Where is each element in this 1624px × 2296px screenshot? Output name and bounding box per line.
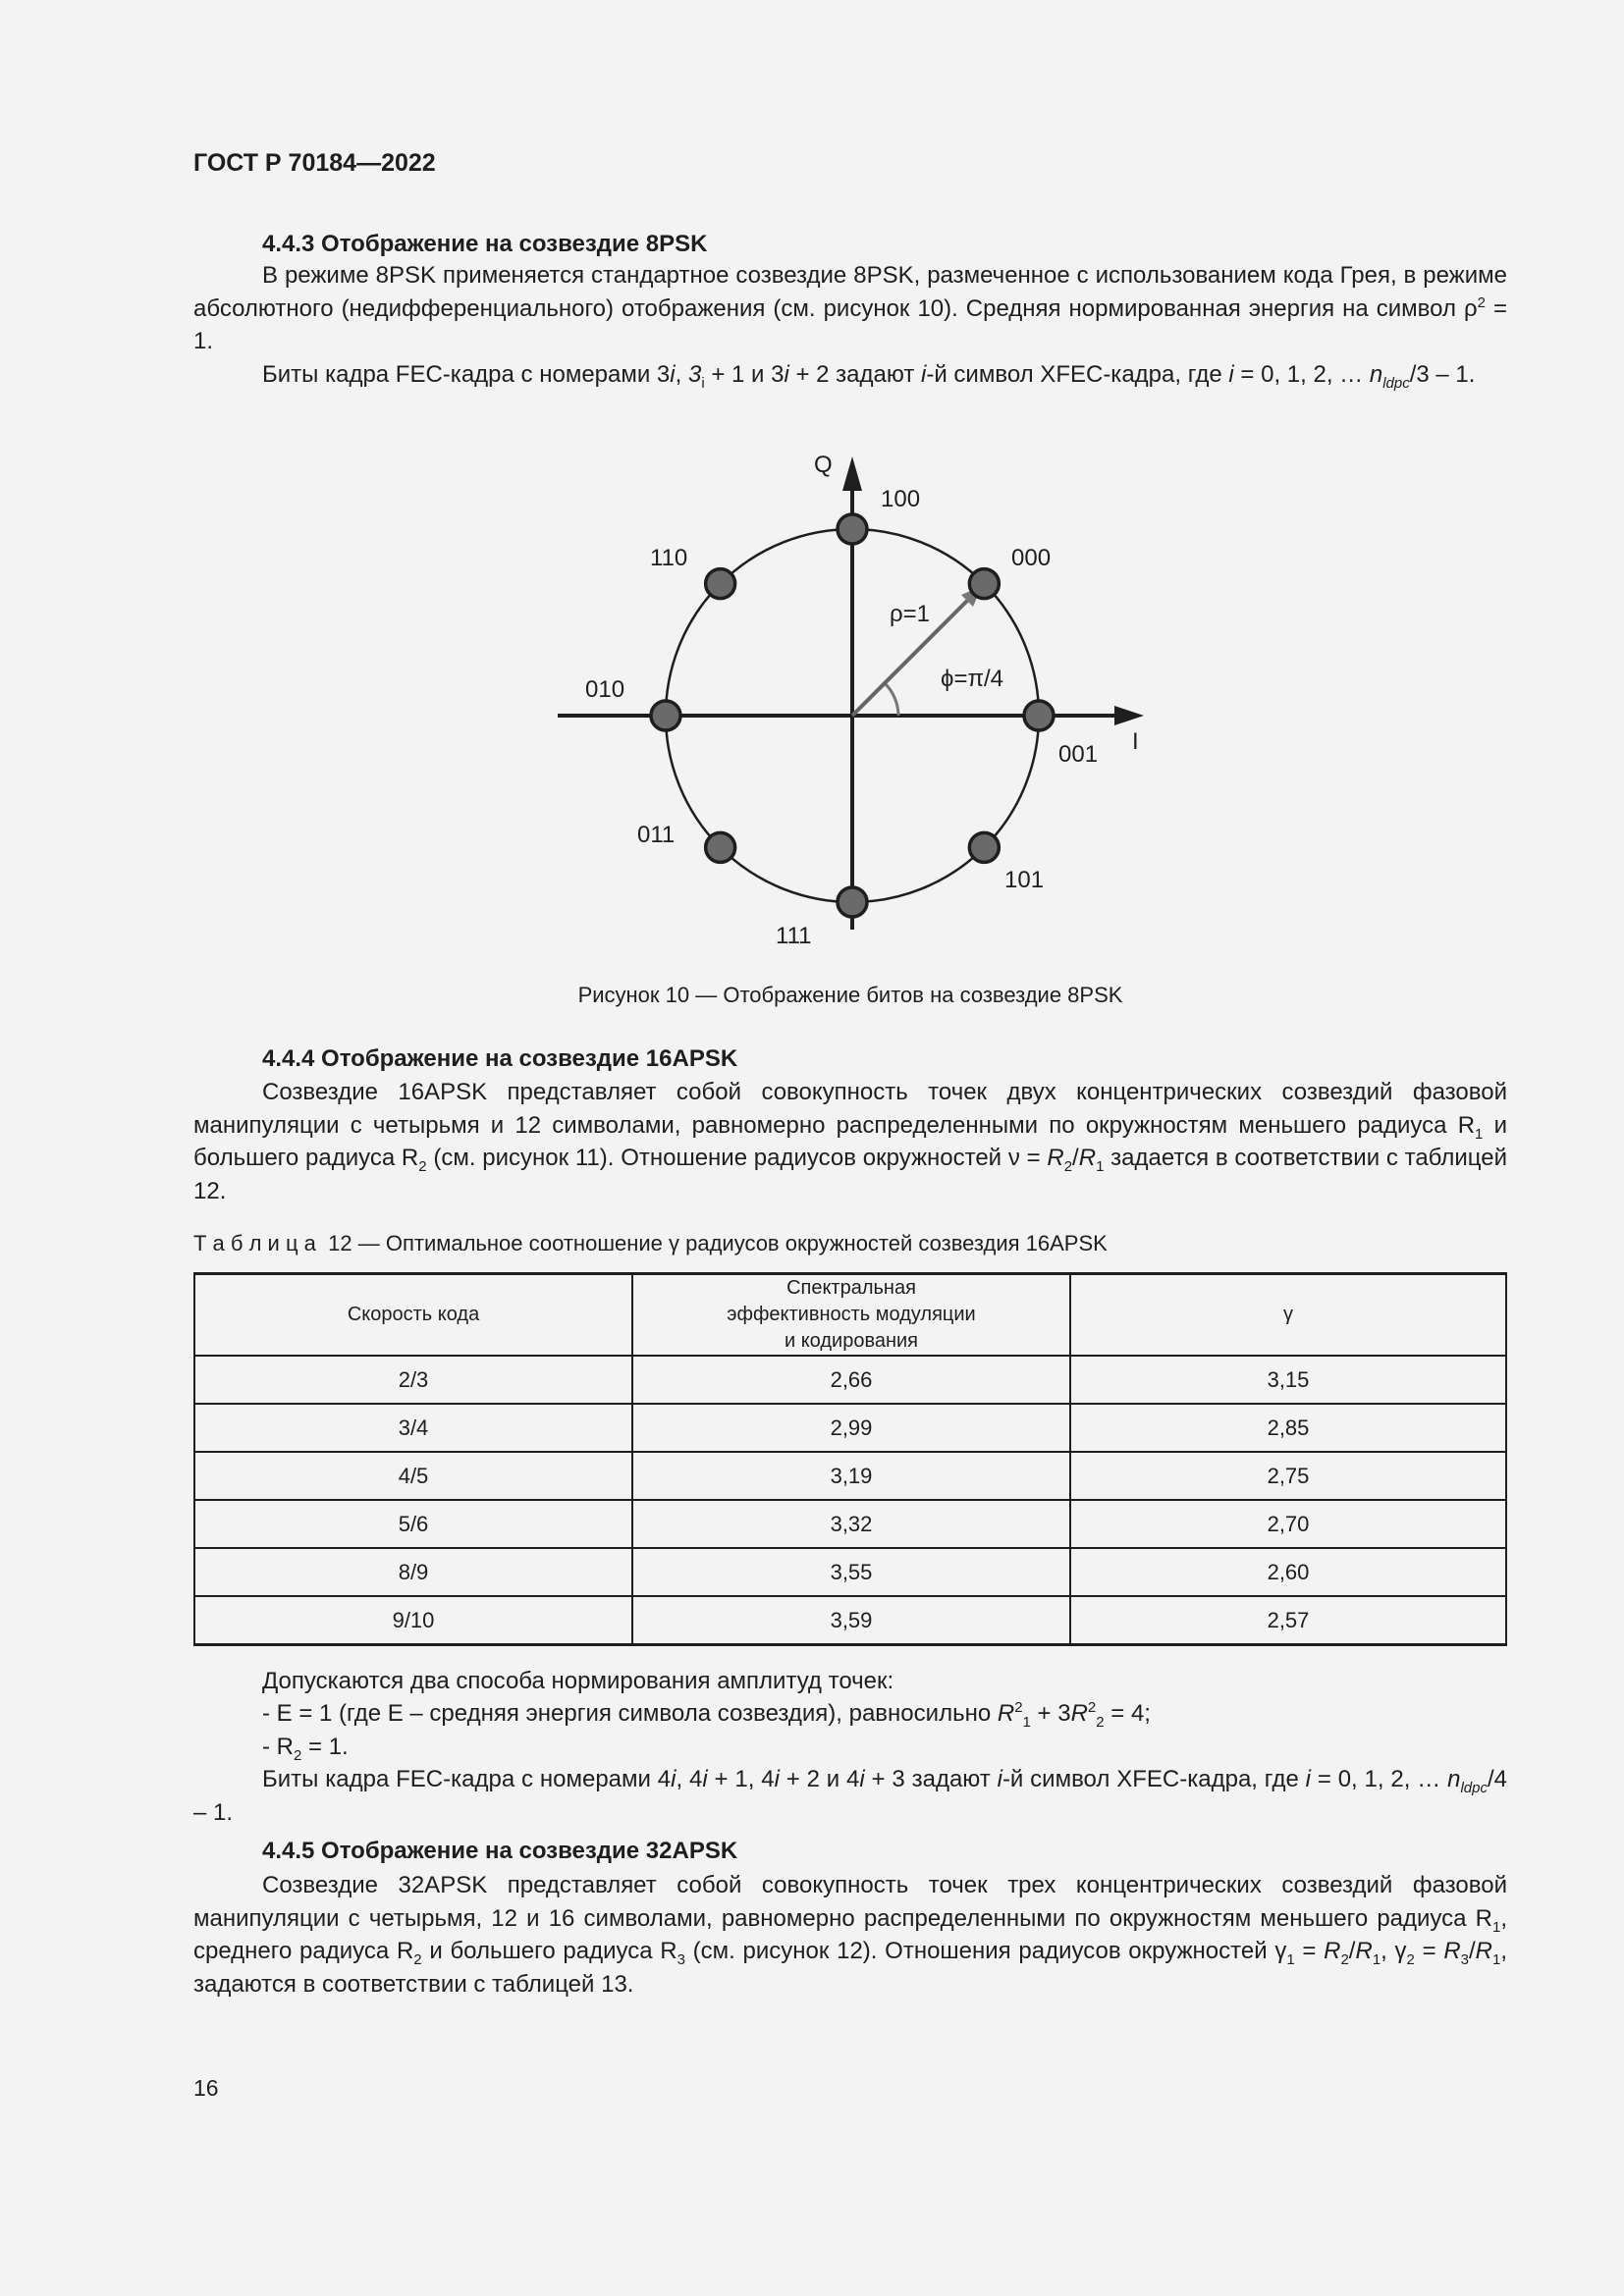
header-code-rate: Скорость кода bbox=[194, 1274, 632, 1357]
list-item-r2 bbox=[193, 1731, 1507, 1764]
text-run: i bbox=[702, 1766, 708, 1792]
table-row bbox=[194, 1404, 1506, 1452]
text-run: 1 bbox=[1096, 1157, 1105, 1175]
paragraph-8psk-bits bbox=[193, 358, 1507, 392]
text-run: 2 bbox=[418, 1157, 427, 1175]
text-run: 1 bbox=[1491, 1918, 1501, 1936]
cell-spectral-efficiency: 2,99 bbox=[632, 1404, 1070, 1452]
text-run: R bbox=[1047, 1145, 1064, 1172]
cell-spectral-efficiency: 3,19 bbox=[632, 1452, 1070, 1500]
text-run: + 2 и 4 bbox=[779, 1766, 860, 1792]
text-run: = 4; bbox=[1104, 1700, 1151, 1727]
text-run: / bbox=[1469, 1938, 1476, 1965]
text-run: + 3 bbox=[1030, 1700, 1071, 1727]
text-run: i bbox=[859, 1766, 865, 1792]
cell-gamma: 2,57 bbox=[1070, 1596, 1506, 1645]
text-run: 2 bbox=[1096, 1713, 1105, 1731]
text-run: i bbox=[670, 361, 676, 388]
text-run: , γ bbox=[1380, 1938, 1407, 1965]
text-run: - R bbox=[262, 1734, 294, 1760]
text-run: / bbox=[1072, 1145, 1079, 1172]
section-heading-4-4-4: 4.4.4 Отображение на созвездие 16APSK bbox=[262, 1045, 738, 1072]
cell-spectral-efficiency: 3,32 bbox=[632, 1500, 1070, 1548]
text-run: 1 bbox=[1372, 1950, 1381, 1968]
section-heading-4-4-5: 4.4.5 Отображение на созвездие 32APSK bbox=[262, 1838, 738, 1864]
constellation-point-101 bbox=[969, 832, 999, 862]
text-run: 2 bbox=[1477, 294, 1486, 311]
paragraph-32apsk-intro bbox=[193, 1869, 1507, 2001]
table-row bbox=[194, 1452, 1506, 1500]
radius-ratio-table bbox=[193, 1272, 1507, 1646]
table-caption-text: 12 — Оптимальное соотношение γ радиусов окружностей созвездия 16APSK bbox=[315, 1231, 1108, 1255]
section-heading-4-4-3: 4.4.3 Отображение на созвездие 8PSK bbox=[262, 231, 708, 257]
text-run: / bbox=[1348, 1938, 1356, 1965]
constellation-point-011 bbox=[706, 832, 735, 862]
text-run: задается в соответствии с таблицей 12. bbox=[193, 1145, 1507, 1204]
text-run: и большего радиуса R bbox=[421, 1938, 677, 1965]
text-run: 2 bbox=[1014, 1699, 1023, 1716]
cell-gamma: 2,70 bbox=[1070, 1500, 1506, 1548]
text-run: R bbox=[1475, 1938, 1493, 1965]
constellation-point-000 bbox=[969, 569, 999, 599]
page-number: 16 bbox=[193, 2075, 219, 2101]
text-run: R bbox=[1355, 1938, 1373, 1965]
text-run: , задаются в соответствии с таблицей 13. bbox=[193, 1938, 1508, 1998]
text-run: 1 bbox=[1475, 1125, 1484, 1143]
text-run: i bbox=[784, 361, 789, 388]
text-run: Допускаются два способа нормирования амплитуд точек: bbox=[262, 1668, 894, 1694]
cell-gamma: 3,15 bbox=[1070, 1356, 1506, 1404]
cell-code-rate: 4/5 bbox=[194, 1452, 632, 1500]
point-label-110: 110 bbox=[650, 545, 688, 571]
paragraph-16apsk-intro bbox=[193, 1076, 1507, 1207]
text-run: R bbox=[1078, 1145, 1097, 1172]
text-run: 1 bbox=[1492, 1950, 1501, 1968]
text-run: R bbox=[997, 1700, 1015, 1727]
cell-code-rate: 2/3 bbox=[194, 1356, 632, 1404]
text-run: R bbox=[1443, 1938, 1461, 1965]
point-label-111: 111 bbox=[776, 923, 812, 949]
text-run: = 1. bbox=[193, 294, 1508, 355]
text-run: 2 bbox=[413, 1950, 422, 1968]
text-run: R bbox=[1324, 1938, 1341, 1965]
text-run: -й символ XFEC-кадра, где bbox=[1001, 1766, 1306, 1792]
text-run: + 2 задают bbox=[788, 361, 922, 388]
paragraph-8psk-intro bbox=[193, 259, 1507, 358]
radius-label: ρ=1 bbox=[890, 601, 931, 627]
text-run: + 3 задают bbox=[864, 1766, 998, 1792]
text-run: /4 – 1. bbox=[193, 1766, 1507, 1826]
header-spectral-efficiency: Спектральная эффективность модуляции и кодирования bbox=[632, 1274, 1070, 1357]
text-run: i bbox=[997, 1766, 1002, 1792]
text-run: ldpc bbox=[1382, 374, 1410, 392]
text-run: 1 bbox=[1022, 1713, 1031, 1731]
text-run: = 0, 1, 2, … bbox=[1311, 1766, 1448, 1792]
cell-gamma: 2,75 bbox=[1070, 1452, 1506, 1500]
text-run: i bbox=[774, 1766, 780, 1792]
table-row bbox=[194, 1356, 1506, 1404]
angle-label: ϕ=π/4 bbox=[941, 666, 1004, 692]
text-run: 2 bbox=[1340, 1950, 1349, 1968]
text-run: , 4 bbox=[676, 1766, 703, 1792]
cell-spectral-efficiency: 2,66 bbox=[632, 1356, 1070, 1404]
table-caption bbox=[193, 1231, 1108, 1256]
text-run: n bbox=[1369, 361, 1383, 388]
axis-label-i: I bbox=[1132, 728, 1139, 755]
cell-gamma: 2,60 bbox=[1070, 1548, 1506, 1596]
figure-8psk-constellation bbox=[530, 432, 1198, 962]
constellation-point-111 bbox=[838, 887, 867, 917]
text-run: 3 bbox=[677, 1950, 685, 1968]
text-run: Биты кадра FEC-кадра с номерами 3 bbox=[262, 361, 671, 388]
text-run: + 1, 4 bbox=[707, 1766, 775, 1792]
text-run: , среднего радиуса R bbox=[193, 1904, 1507, 1965]
text-run: R bbox=[1070, 1700, 1088, 1727]
text-run: Созвездие 32APSK представляет собой совокупность точек трех концентрических созвездий фазовой манипуляции с четырьмя, 12 и 16 символами, равномерно распределенными по окружностям меньшего радиуса R bbox=[193, 1872, 1507, 1932]
text-run: , bbox=[675, 361, 688, 388]
i-axis-arrow-icon bbox=[1114, 706, 1144, 725]
paragraph-normalization bbox=[193, 1665, 1507, 1698]
text-run: -й символ XFEC-кадра, где bbox=[926, 361, 1229, 388]
table-row bbox=[194, 1596, 1506, 1645]
table-row bbox=[194, 1548, 1506, 1596]
text-run: i bbox=[1305, 1766, 1312, 1792]
text-run: 2 bbox=[1406, 1950, 1415, 1968]
text-run: /3 – 1. bbox=[1409, 361, 1476, 388]
cell-code-rate: 3/4 bbox=[194, 1404, 632, 1452]
header-gamma: γ bbox=[1070, 1274, 1506, 1357]
angle-arc bbox=[885, 683, 898, 716]
text-run: и большего радиуса R bbox=[193, 1111, 1507, 1172]
point-label-010: 010 bbox=[585, 676, 625, 703]
cell-spectral-efficiency: 3,55 bbox=[632, 1548, 1070, 1596]
text-run: 3 bbox=[1460, 1950, 1469, 1968]
text-run: = bbox=[1414, 1938, 1444, 1965]
text-run: i bbox=[1228, 361, 1234, 388]
text-run: Созвездие 16APSK представляет собой совокупность точек двух концентрических созвездий фазовой манипуляции с четырьмя и 12 символами, равномерно распределенными по окружностям меньшего радиуса R bbox=[193, 1079, 1507, 1139]
point-label-001: 001 bbox=[1058, 741, 1099, 768]
text-run: i bbox=[671, 1766, 677, 1792]
point-label-011: 011 bbox=[637, 822, 676, 848]
text-run: В режиме 8PSK применяется стандартное созвездие 8PSK, размеченное с использованием кода Грея, в режиме абсолютного (недифференциального) отображения (см. рисунок 10). Средняя нормированная энергия на символ ρ bbox=[193, 262, 1507, 322]
text-run: 2 bbox=[1063, 1157, 1073, 1175]
text-run: (см. рисунок 12). Отношения радиусов окружностей γ bbox=[684, 1938, 1287, 1965]
constellation-point-010 bbox=[651, 701, 680, 730]
table-row bbox=[194, 1500, 1506, 1548]
text-run: 1 bbox=[1286, 1950, 1295, 1968]
text-run: n bbox=[1447, 1766, 1461, 1792]
point-label-100: 100 bbox=[881, 486, 921, 512]
axis-label-q: Q bbox=[814, 452, 833, 478]
text-run: ldpc bbox=[1460, 1779, 1488, 1796]
constellation-point-100 bbox=[838, 514, 867, 544]
constellation-point-110 bbox=[706, 569, 735, 599]
list-item-energy bbox=[193, 1697, 1507, 1731]
paragraph-16apsk-bits bbox=[193, 1763, 1507, 1829]
text-run: 3 bbox=[687, 361, 702, 388]
cell-gamma: 2,85 bbox=[1070, 1404, 1506, 1452]
text-run: 2 bbox=[294, 1746, 302, 1764]
text-run: + 1 и 3 bbox=[704, 361, 785, 388]
cell-code-rate: 5/6 bbox=[194, 1500, 632, 1548]
text-run: = bbox=[1294, 1938, 1325, 1965]
point-label-101: 101 bbox=[1004, 867, 1045, 893]
q-axis-arrow-icon bbox=[842, 456, 862, 491]
figure-caption: Рисунок 10 — Отображение битов на созвездие 8PSK bbox=[577, 983, 1123, 1007]
text-run: i bbox=[701, 374, 705, 392]
cell-code-rate: 8/9 bbox=[194, 1548, 632, 1596]
text-run: i bbox=[921, 361, 927, 388]
text-run: = 0, 1, 2, … bbox=[1233, 361, 1370, 388]
table-header-row bbox=[194, 1274, 1506, 1357]
constellation-point-001 bbox=[1024, 701, 1054, 730]
text-run: Биты кадра FEC-кадра с номерами 4 bbox=[262, 1766, 672, 1792]
table-caption-label: Т а б л и ц а bbox=[193, 1231, 316, 1255]
cell-spectral-efficiency: 3,59 bbox=[632, 1596, 1070, 1645]
text-run: (см. рисунок 11). Отношение радиусов окружностей ν = bbox=[426, 1145, 1048, 1172]
text-run: - E = 1 (где E – средняя энергия символа созвездия), равносильно bbox=[262, 1700, 998, 1727]
text-run: = 1. bbox=[301, 1734, 349, 1760]
point-label-000: 000 bbox=[1011, 545, 1052, 571]
text-run: 2 bbox=[1087, 1699, 1097, 1716]
document-id-header: ГОСТ Р 70184—2022 bbox=[193, 149, 436, 177]
cell-code-rate: 9/10 bbox=[194, 1596, 632, 1645]
